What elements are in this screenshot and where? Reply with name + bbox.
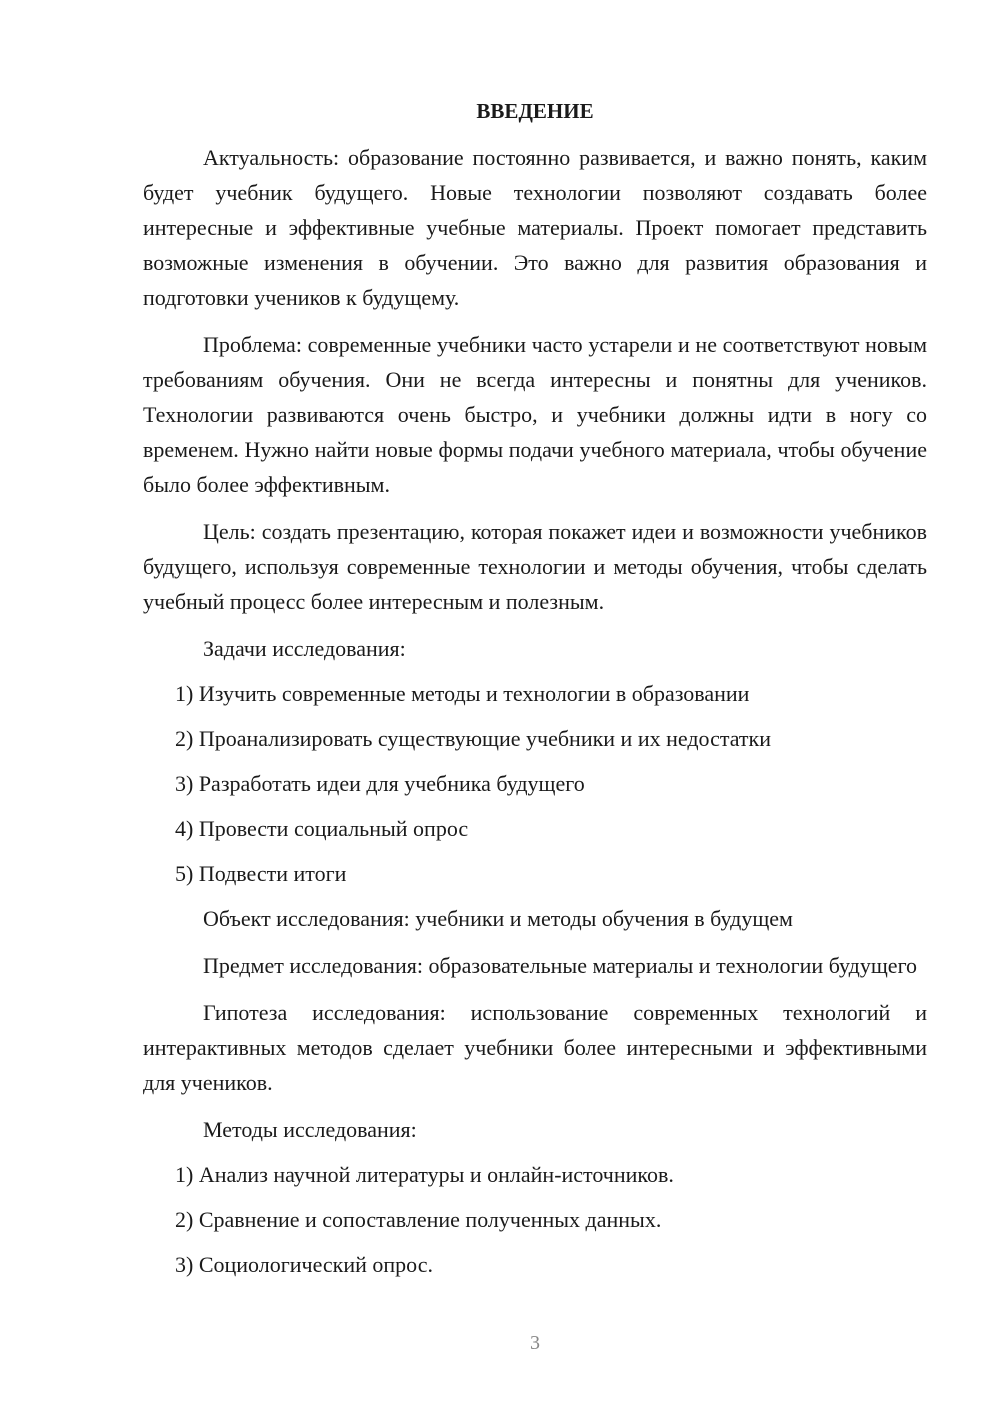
task-item: 1) Изучить современные методы и технологии в образовании (175, 681, 750, 706)
page-number: 3 (530, 1332, 540, 1354)
tasks-heading: Задачи исследования: (203, 636, 406, 661)
section-title: ВВЕДЕНИЕ (476, 99, 594, 123)
task-item: 4) Провести социальный опрос (175, 816, 469, 841)
page-content (143, 94, 927, 1292)
relevance-paragraph: Актуальность: образование постоянно развивается, и важно понять, каким будет учебник будущего. Новые технологии позволяют создавать более интересные и эффективные учебные материалы. Проект помогает представить возможные изменения в обучении. Это важно для развития образования и подготовки учеников к будущему. (143, 145, 927, 310)
object-paragraph: Объект исследования: учебники и методы обучения в будущем (203, 906, 793, 931)
method-item: 3) Социологический опрос. (175, 1252, 433, 1277)
problem-paragraph: Проблема: современные учебники часто устарели и не соответствуют новым требованиям обучения. Они не всегда интересны и понятны для учеников. Технологии развиваются очень быстро, и учебники должны идти в ногу со временем. Нужно найти новые формы подачи учебного материала, чтобы обучение было более эффективным. (143, 332, 927, 497)
subject-paragraph: Предмет исследования: образовательные материалы и технологии будущего (203, 953, 918, 978)
hypothesis-paragraph: Гипотеза исследования: использование современных технологий и интерактивных методов сделает учебники более интересными и эффективными для учеников. (143, 1000, 927, 1095)
task-item: 3) Разработать идеи для учебника будущего (175, 771, 585, 796)
methods-heading: Методы исследования: (203, 1117, 417, 1142)
task-item: 2) Проанализировать существующие учебники и их недостатки (175, 726, 772, 751)
goal-paragraph: Цель: создать презентацию, которая покажет идеи и возможности учебников будущего, используя современные технологии и методы обучения, чтобы сделать учебный процесс более интересным и полезным. (143, 519, 927, 614)
task-item: 5) Подвести итоги (175, 861, 347, 886)
method-item: 1) Анализ научной литературы и онлайн-источников. (175, 1162, 674, 1187)
method-item: 2) Сравнение и сопоставление полученных данных. (175, 1207, 662, 1232)
